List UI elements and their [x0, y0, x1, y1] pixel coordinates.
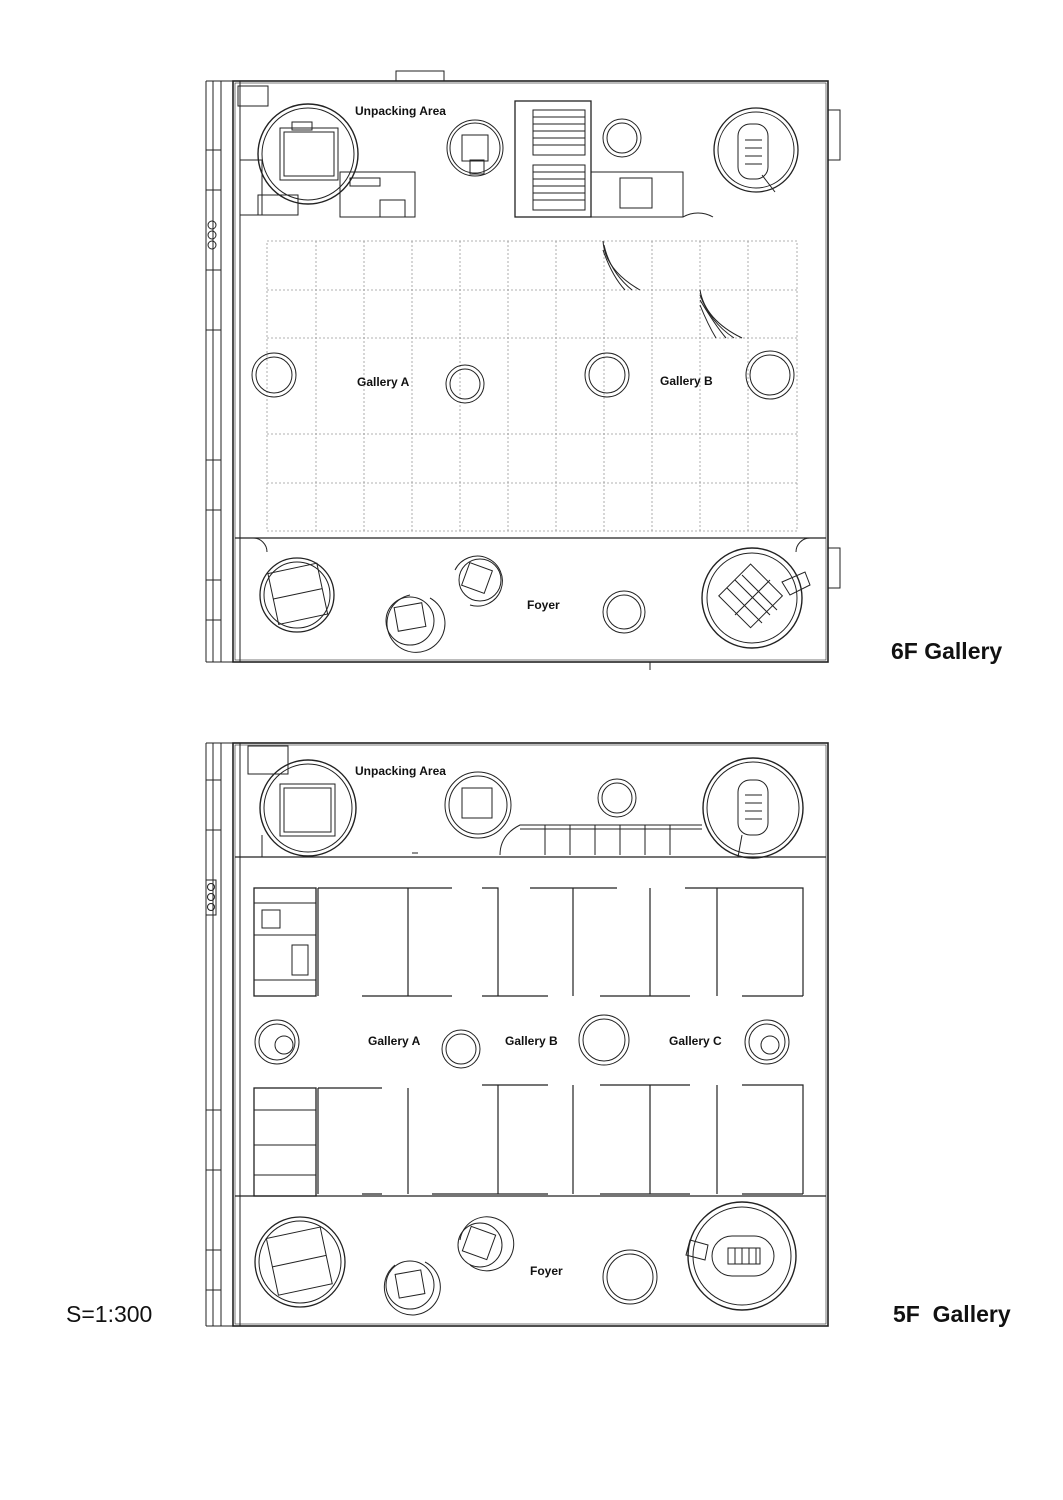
gallery-column — [442, 1030, 480, 1068]
room-label-unpacking-5f: Unpacking Area — [355, 764, 446, 778]
lift-cylinder-6f — [258, 104, 358, 204]
room-label-gallery-a-5f: Gallery A — [368, 1034, 421, 1048]
room-label-gallery-c-5f: Gallery C — [669, 1034, 722, 1048]
plan-6f — [206, 71, 840, 670]
gallery-partitions-lower-5f — [318, 1085, 803, 1194]
gallery-column — [579, 1015, 629, 1065]
foyer-cylinder-mid-5f — [384, 1261, 440, 1315]
room-label-foyer-5f: Foyer — [530, 1264, 563, 1278]
room-label-gallery-b-6f: Gallery B — [660, 374, 713, 388]
small-cylinder-5f — [445, 772, 511, 838]
room-label-gallery-a-6f: Gallery A — [357, 375, 410, 389]
room-label-gallery-b-5f: Gallery B — [505, 1034, 558, 1048]
small-cylinder-6f — [447, 120, 503, 176]
foyer-cylinder-small-6f — [455, 556, 502, 606]
gallery-partitions-upper-5f — [318, 888, 803, 996]
foyer-cylinder-sw-6f — [260, 558, 334, 632]
foyer-cylinder-small-5f — [458, 1217, 514, 1271]
gallery-grid-6f — [267, 241, 797, 531]
stair-cylinder-ne-6f — [714, 108, 798, 192]
stair-cylinder-se-5f — [686, 1202, 796, 1310]
room-label-foyer-6f: Foyer — [527, 598, 560, 612]
gallery-column — [255, 1020, 299, 1064]
gallery-column — [252, 353, 296, 397]
corridor-partitions-5f — [500, 825, 702, 855]
foyer-cylinder-sw-5f — [255, 1217, 345, 1307]
stair-cylinder-ne-5f — [703, 758, 803, 858]
scale-note: S=1:300 — [66, 1301, 153, 1327]
gallery-column — [446, 365, 484, 403]
floor-title-6f: 6F Gallery — [891, 638, 1003, 664]
building-outline-6f — [233, 81, 828, 662]
gallery-column — [746, 351, 794, 399]
stair-cylinder-se-6f — [702, 548, 810, 648]
gallery-column — [585, 353, 629, 397]
foyer-cylinder-mid-6f — [386, 595, 445, 652]
room-label-unpacking-6f: Unpacking Area — [355, 104, 446, 118]
floor-title-5f: 5F Gallery — [893, 1301, 1011, 1327]
service-rooms-5f — [254, 888, 316, 1196]
service-core-6f — [515, 101, 713, 217]
gallery-column — [745, 1020, 789, 1064]
curved-partitions-6f — [603, 241, 742, 338]
